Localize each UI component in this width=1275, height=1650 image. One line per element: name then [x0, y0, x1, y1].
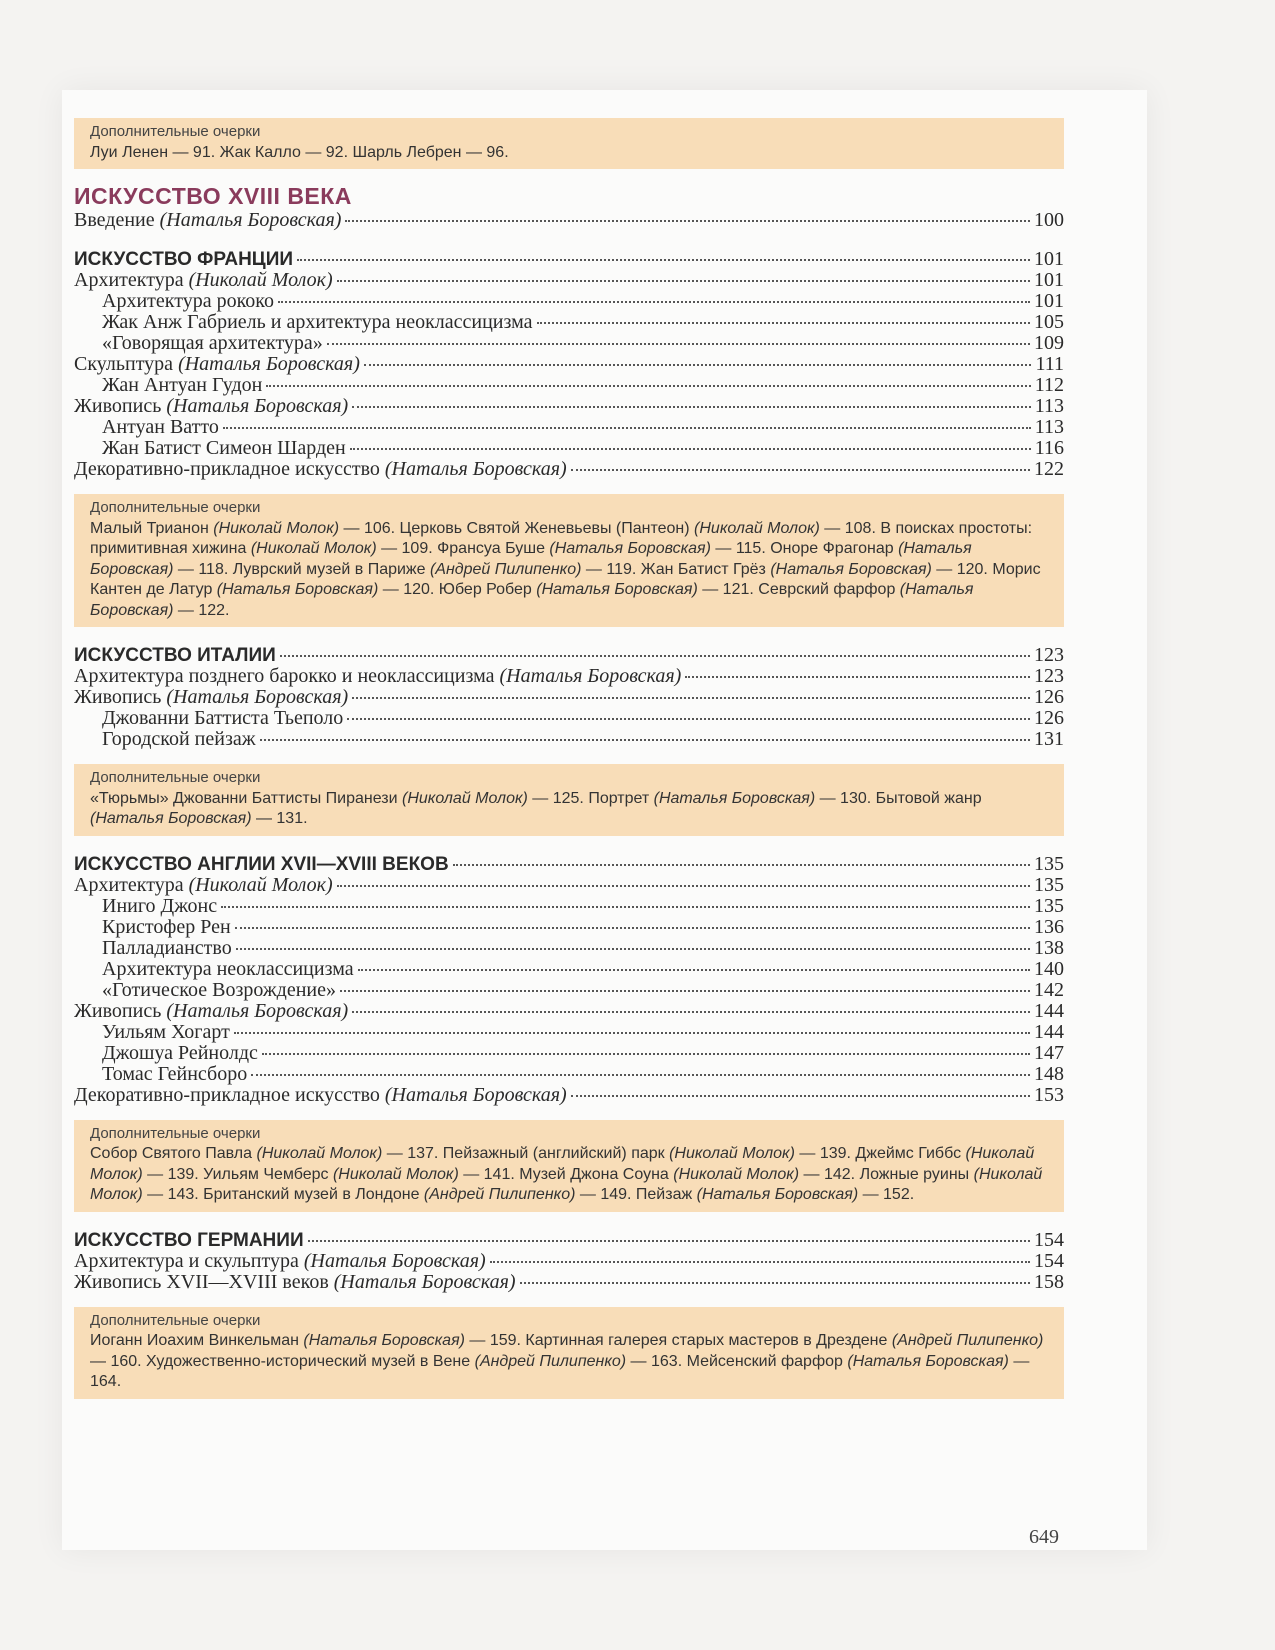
book-page: [62, 90, 1147, 1550]
entry-page: 123: [1034, 665, 1064, 687]
dot-leader: [453, 864, 1030, 866]
entry-title: Живопись: [74, 395, 167, 417]
entry-text: [74, 396, 348, 417]
section-title: ИСКУССТВО ФРАНЦИИ: [74, 249, 294, 270]
essay-author: (Наталья Боровская): [90, 810, 252, 827]
spacer: [74, 836, 1064, 854]
dot-leader: [352, 1011, 1030, 1013]
essay-author: (Николай Молок): [402, 789, 528, 807]
essay-text: — 130. Бытовой жанр: [815, 789, 982, 807]
entry-page: 158: [1034, 1270, 1064, 1293]
entry-text: [102, 896, 217, 917]
essay-author: (Николай Молок): [694, 519, 820, 537]
toc-entry[interactable]: [74, 1043, 1064, 1064]
toc-entry[interactable]: [74, 980, 1064, 1001]
supplementary-essays-box: [74, 1307, 1064, 1399]
entry-page: 131: [1034, 728, 1064, 750]
toc-entry[interactable]: [74, 1251, 1064, 1272]
entry-title: Архитектура: [74, 269, 189, 291]
entry-text: [102, 312, 533, 333]
toc-entry[interactable]: [74, 291, 1064, 312]
dot-leader: [221, 906, 1030, 908]
entry-text: [102, 291, 274, 312]
table-of-contents: [74, 118, 1064, 1399]
section-title: ИСКУССТВО ИТАЛИИ: [74, 645, 276, 666]
dot-leader: [266, 385, 1030, 387]
entry-text: [102, 959, 354, 980]
toc-entry[interactable]: [74, 459, 1064, 480]
dot-leader: [337, 885, 1030, 887]
toc-entry[interactable]: [74, 666, 1064, 687]
spacer: [74, 480, 1064, 494]
box-label: Дополнительные очерки: [90, 769, 261, 786]
toc-entry[interactable]: [74, 917, 1064, 938]
entry-page: 140: [1034, 957, 1064, 980]
spacer: [74, 1106, 1064, 1120]
essay-text: Малый Трианон: [90, 519, 214, 537]
essay-author: (Николай Молок): [250, 540, 377, 557]
dot-leader: [234, 1032, 1030, 1034]
dot-leader: [236, 948, 1030, 950]
essay-author: (Николай Молок): [90, 1145, 1035, 1183]
dot-leader: [327, 343, 1030, 345]
essay-author: (Николай Молок): [90, 1165, 1043, 1203]
entry-title: Архитектура и скульптура: [74, 1249, 304, 1272]
entry-author: (Наталья Боровская): [178, 353, 360, 375]
essay-author: (Наталья Боровская): [696, 1186, 859, 1203]
dot-leader: [685, 676, 1030, 678]
entry-author: (Наталья Боровская): [166, 999, 349, 1022]
entry-title: Джошуа Рейнолдс: [102, 1041, 258, 1064]
spacer: [74, 231, 1064, 249]
entry-page: 148: [1034, 1062, 1064, 1085]
essay-author: (Наталья Боровская): [847, 1352, 1009, 1370]
essay-author: (Наталья Боровская): [216, 581, 379, 598]
section-page: 154: [1034, 1228, 1064, 1251]
entry-text: [74, 1085, 567, 1106]
essay-text: — 119. Жан Батист Грёз: [581, 560, 771, 578]
entry-author: (Наталья Боровская): [333, 1270, 516, 1293]
box-text: [90, 1331, 1048, 1393]
essay-text: — 115. Оноре Фрагонар: [710, 540, 899, 557]
essay-author: (Наталья Боровская): [770, 560, 932, 578]
section-page: 135: [1034, 852, 1064, 875]
dot-leader: [358, 969, 1030, 971]
toc-entry[interactable]: [74, 1085, 1064, 1106]
supplementary-essays-box: [74, 494, 1064, 627]
entry-text: [102, 333, 323, 354]
essay-author: (Наталья Боровская): [549, 540, 711, 557]
essay-author: (Николай Молок): [213, 519, 340, 537]
dot-leader: [337, 280, 1030, 282]
dot-leader: [364, 364, 1032, 366]
toc-entry[interactable]: [74, 333, 1064, 354]
entry-page: 154: [1034, 1249, 1064, 1272]
entry-title: Живопись: [74, 999, 167, 1022]
essay-text: Собор Святого Павла: [90, 1145, 257, 1162]
essay-text: — 139. Уильям Чемберс: [142, 1165, 333, 1183]
toc-entry[interactable]: [74, 354, 1064, 375]
entry-text: [102, 1043, 258, 1064]
entry-title: Архитектура: [74, 873, 189, 896]
essay-text: — 125. Портрет: [527, 789, 654, 807]
entry-page: 138: [1034, 936, 1064, 959]
dot-leader: [251, 1074, 1030, 1076]
essay-text: — 143. Британский музей в Лондоне: [142, 1186, 424, 1203]
essay-author: (Наталья Боровская): [536, 581, 698, 598]
entry-text: [74, 1251, 486, 1272]
supplementary-essays-box: [74, 118, 1064, 169]
toc-entry[interactable]: [74, 1001, 1064, 1022]
entry-text: [74, 1272, 516, 1293]
entry-page: 111: [1035, 353, 1064, 375]
entry-title: Кристофер Рен: [102, 915, 231, 938]
dot-leader: [235, 927, 1030, 929]
toc-entry[interactable]: [74, 1064, 1064, 1085]
entry-text: [102, 938, 232, 959]
entry-text: [102, 980, 336, 1001]
essay-text: — 142. Ложные руины: [799, 1165, 974, 1183]
essay-text: — 164.: [90, 1352, 1030, 1390]
entry-text: [74, 459, 567, 480]
entry-title: Архитектура неоклассицизма: [102, 957, 354, 980]
entry-page: 135: [1034, 894, 1064, 917]
entry-title: Томас Гейнсборо: [102, 1062, 248, 1085]
essay-text: — 152.: [858, 1186, 915, 1203]
entry-title: Живопись: [74, 686, 167, 708]
box-label: Дополнительные очерки: [90, 499, 261, 516]
toc-entry[interactable]: [74, 708, 1064, 729]
toc-entry[interactable]: [74, 875, 1064, 896]
toc-entry[interactable]: [74, 438, 1064, 459]
page-number: 649: [1029, 1526, 1059, 1548]
toc-entry[interactable]: [74, 959, 1064, 980]
essay-author: (Николай Молок): [332, 1165, 459, 1183]
toc-entry-intro[interactable]: [74, 210, 1064, 231]
box-text: [90, 1144, 1048, 1206]
essay-text: — 160. Художественно-исторический музей в Вене: [90, 1352, 475, 1370]
entry-page: 112: [1034, 374, 1064, 396]
entry-page: 113: [1034, 416, 1064, 438]
essay-text: — 122.: [173, 601, 230, 619]
entry-author: (Наталья Боровская): [384, 458, 567, 480]
toc-entry[interactable]: [74, 396, 1064, 417]
box-label: Дополнительные очерки: [90, 1311, 261, 1329]
entry-text: [102, 708, 343, 729]
entry-page: 144: [1034, 999, 1064, 1022]
section-heading[interactable]: [74, 854, 1064, 875]
entry-title: Антуан Ватто: [102, 416, 219, 438]
dot-leader: [340, 990, 1030, 992]
essay-text: — 163. Мейсенский фарфор: [626, 1352, 848, 1370]
entry-text: [102, 917, 231, 938]
dot-leader: [352, 697, 1030, 699]
essay-text: — 120. Морис Кантен де Латур: [90, 560, 1041, 598]
dot-leader: [352, 406, 1031, 408]
essay-author: (Андрей Пилипенко): [429, 560, 582, 578]
essay-text: Луи Ленен — 91. Жак Калло — 92. Шарль Лебрен — 96.: [90, 143, 509, 161]
entry-author: (Наталья Боровская): [159, 209, 342, 231]
dot-leader: [297, 259, 1030, 261]
essay-author: (Наталья Боровская): [90, 540, 972, 578]
box-text: [90, 519, 1048, 622]
essay-author: (Николай Молок): [669, 1145, 795, 1162]
essay-text: — 131.: [251, 810, 308, 827]
essay-author: (Николай Молок): [256, 1145, 383, 1162]
entry-page: 101: [1034, 269, 1064, 291]
entry-author: (Наталья Боровская): [499, 665, 682, 687]
toc-entry[interactable]: [74, 938, 1064, 959]
section-heading[interactable]: [74, 645, 1064, 666]
toc-entry[interactable]: [74, 375, 1064, 396]
entry-page: 147: [1034, 1041, 1064, 1064]
section-page: 101: [1034, 248, 1064, 270]
toc-entry[interactable]: [74, 1022, 1064, 1043]
entry-author: (Наталья Боровская): [166, 395, 349, 417]
entry-page: 105: [1034, 311, 1064, 333]
essay-text: — 120. Юбер Робер: [378, 581, 537, 598]
toc-entry[interactable]: [74, 1272, 1064, 1293]
dot-leader: [223, 427, 1031, 429]
spacer: [74, 1293, 1064, 1307]
entry-title: Жан Батист Симеон Шарден: [102, 437, 346, 459]
entry-page: 144: [1034, 1020, 1064, 1043]
entry-text: [102, 1064, 247, 1085]
toc-entry[interactable]: [74, 270, 1064, 291]
supplementary-essays-box: [74, 1120, 1064, 1212]
dot-leader: [571, 1095, 1030, 1097]
entry-page: 153: [1034, 1083, 1064, 1106]
entry-title: «Готическое Возрождение»: [102, 978, 337, 1001]
toc-entry[interactable]: [74, 729, 1064, 750]
entry-title: Архитектура рококо: [102, 290, 274, 312]
entry-page: 113: [1034, 395, 1064, 417]
essay-text: Иоганн Иоахим Винкельман: [90, 1332, 304, 1349]
dot-leader: [571, 469, 1030, 471]
dot-leader: [308, 1240, 1030, 1242]
entry-text: [74, 1001, 348, 1022]
dot-leader: [350, 448, 1031, 450]
box-text: [90, 789, 1048, 830]
entry-title: Введение: [74, 209, 160, 231]
box-text: [90, 143, 1048, 164]
entry-text: [102, 375, 262, 396]
entry-text: [74, 270, 333, 291]
entry-text: [74, 666, 681, 687]
essay-text: — 121. Севрский фарфор: [697, 581, 900, 598]
box-label: Дополнительные очерки: [90, 1124, 261, 1142]
part-title: ИСКУССТВО XVIII ВЕКА: [74, 183, 352, 209]
essay-text: — 118. Луврский музей в Париже: [173, 560, 430, 578]
essay-text: «Тюрьмы» Джованни Баттисты Пиранези: [90, 789, 403, 807]
entry-text: [102, 729, 256, 750]
essay-author: (Андрей Пилипенко): [891, 1332, 1044, 1349]
entry-page: 135: [1034, 873, 1064, 896]
spacer: [74, 1212, 1064, 1230]
spacer: [74, 627, 1064, 645]
essay-author: (Наталья Боровская): [653, 789, 816, 807]
section-title: ИСКУССТВО ГЕРМАНИИ: [74, 1229, 304, 1251]
dot-leader: [280, 655, 1030, 657]
essay-text: — 139. Джеймс Гиббс: [794, 1145, 966, 1162]
essay-text: — 141. Музей Джона Соуна: [458, 1165, 674, 1183]
entry-author: (Николай Молок): [188, 873, 333, 896]
entry-text: [102, 438, 346, 459]
entry-title: Жан Антуан Гудон: [102, 374, 263, 396]
toc-entry[interactable]: [74, 417, 1064, 438]
entry-page: 126: [1034, 707, 1064, 729]
essay-text: — 106. Церковь Святой Женевьевы (Пантеон): [339, 519, 695, 537]
dot-leader: [537, 322, 1030, 324]
entry-title: Архитектура позднего барокко и неоклассицизма: [74, 665, 500, 687]
dot-leader: [262, 1053, 1030, 1055]
essay-author: (Андрей Пилипенко): [474, 1352, 627, 1370]
entry-text: [74, 354, 360, 375]
entry-page: 101: [1034, 290, 1064, 312]
entry-title: Палладианство: [102, 936, 232, 959]
toc-entry[interactable]: [74, 896, 1064, 917]
entry-text: [102, 1022, 230, 1043]
entry-title: Уильям Хогарт: [102, 1020, 230, 1043]
dot-leader: [260, 739, 1030, 741]
essay-author: (Николай Молок): [673, 1165, 800, 1183]
box-label: Дополнительные очерки: [90, 123, 261, 140]
dot-leader: [347, 718, 1030, 720]
entry-author: (Николай Молок): [188, 269, 333, 291]
entry-title: Городской пейзаж: [102, 728, 256, 750]
section-title: ИСКУССТВО АНГЛИИ XVII—XVIII ВЕКОВ: [74, 853, 449, 875]
essay-text: — 108. В поисках простоты: примитивная хижина: [90, 519, 1033, 557]
essay-text: — 159. Картинная галерея старых мастеров в Дрездене: [464, 1332, 892, 1349]
dot-leader: [345, 220, 1030, 222]
section-heading[interactable]: [74, 249, 1064, 270]
entry-title: Скульптура: [74, 353, 179, 375]
entry-title: Жак Анж Габриель и архитектура неоклассицизма: [102, 311, 533, 333]
spacer: [74, 750, 1064, 764]
essay-text: — 137. Пейзажный (английский) парк: [382, 1145, 670, 1162]
entry-author: (Наталья Боровская): [166, 686, 349, 708]
essay-author: (Андрей Пилипенко): [423, 1186, 576, 1203]
dot-leader: [520, 1282, 1030, 1284]
entry-page: 126: [1034, 686, 1064, 708]
entry-title: «Говорящая архитектура»: [102, 332, 323, 354]
entry-title: Декоративно-прикладное искусство: [74, 1083, 385, 1106]
supplementary-essays-box: [74, 764, 1064, 836]
entry-page: 100: [1034, 209, 1064, 231]
essay-author: (Наталья Боровская): [303, 1332, 465, 1349]
section-page: 123: [1034, 644, 1064, 666]
entry-text: [74, 875, 333, 896]
entry-page: 109: [1034, 332, 1064, 354]
essay-author: (Наталья Боровская): [90, 581, 974, 619]
entry-title: Декоративно-прикладное искусство: [74, 458, 385, 480]
entry-title: Живопись XVII—XVIII веков: [74, 1270, 334, 1293]
entry-author: (Наталья Боровская): [384, 1083, 567, 1106]
entry-author: (Наталья Боровская): [303, 1249, 486, 1272]
essay-text: — 109. Франсуа Буше: [376, 540, 550, 557]
entry-page: 136: [1034, 915, 1064, 938]
dot-leader: [490, 1261, 1030, 1263]
entry-page: 142: [1034, 978, 1064, 1001]
essay-text: — 149. Пейзаж: [575, 1186, 697, 1203]
toc-entry[interactable]: [74, 312, 1064, 333]
entry-page: 122: [1034, 458, 1064, 480]
entry-title: Джованни Баттиста Тьеполо: [102, 707, 344, 729]
dot-leader: [278, 301, 1030, 303]
toc-entry[interactable]: [74, 687, 1064, 708]
entry-text: [102, 417, 219, 438]
entry-page: 116: [1034, 437, 1064, 459]
entry-title: Иниго Джонс: [102, 894, 218, 917]
entry-text: [74, 687, 348, 708]
section-heading[interactable]: [74, 1230, 1064, 1251]
